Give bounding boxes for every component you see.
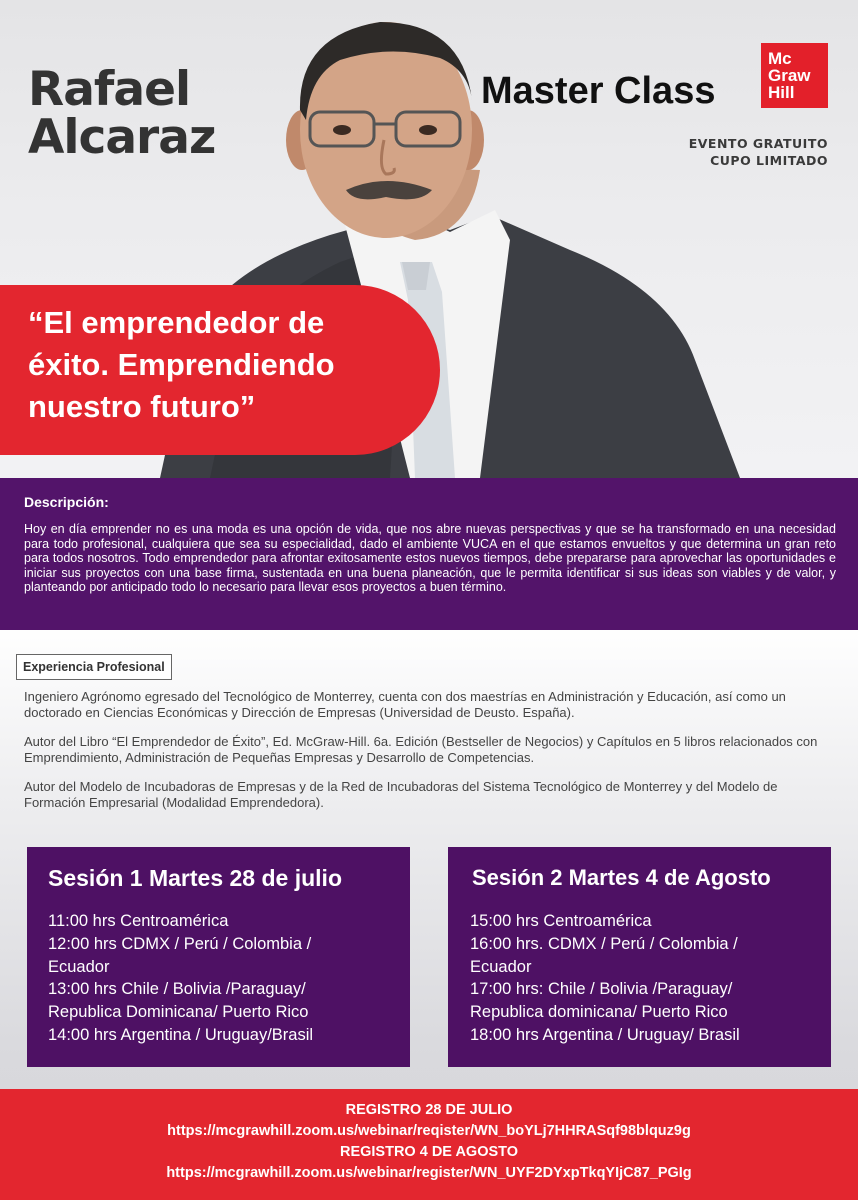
description-body: Hoy en día emprender no es una moda es una opción de vida, que nos abre nuevas perspectivas y que se ha transformado en una necesidad para todo profesional, cualquiera que sea su especialidad, dado el ambiente VUCA en el que estamos envueltos y que determina un gran reto para todos nosotros. Todo emprendedor para afrontar exitosamente estos nuevos tiempos, debe prepararse para aprovechar las oportunidades e iniciar sus proyectos con una base firma, sustentada en una buena planeación, que le permita identificar si sus ideas son viables y de valor, y planteando por anticipado todo lo necesario para llevar esos proyectos a buen término. [24, 522, 836, 595]
registration-footer [0, 1089, 858, 1200]
schedule-line: 17:00 hrs: Chile / Bolivia /Paraguay/ [470, 980, 733, 999]
quote-text [28, 302, 438, 428]
logo-line-1: Mc [768, 49, 792, 68]
description-heading: Descripción: [24, 494, 109, 510]
description-section [0, 478, 858, 630]
quote-line-1: “El emprendedor de [28, 305, 325, 340]
mcgraw-hill-logo [761, 43, 828, 108]
experience-paragraph: Ingeniero Agrónomo egresado del Tecnológico de Monterrey, cuenta con dos maestrías en Administración y Educación, así como un doctorado en Ciencias Económicas y Dirección de Empresas (Universidad de Deusto. España). [24, 689, 786, 720]
session-1-schedule [48, 910, 398, 1047]
schedule-line: Republica Dominicana/ Puerto Rico [48, 1003, 309, 1022]
event-info [689, 135, 828, 169]
event-free-label: EVENTO GRATUITO [688, 136, 828, 151]
quote-line-3: nuestro futuro” [28, 389, 256, 424]
logo-line-3: Hill [768, 83, 795, 102]
schedule-line: 13:00 hrs Chile / Bolivia /Paraguay/ [48, 980, 306, 999]
experience-body [24, 689, 838, 824]
registration-1-link[interactable]: https://mcgrawhill.zoom.us/webinar/reqister/WN_boYLj7HHRASqf98blquz9g [167, 1123, 691, 1139]
schedule-line: 12:00 hrs CDMX / Perú / Colombia / [48, 934, 312, 953]
hero-section [0, 0, 858, 478]
experience-paragraph: Autor del Modelo de Incubadoras de Empresas y de la Red de Incubadoras del Sistema Tecnológico de Monterrey y del Modelo de Formación Empresarial (Modalidad Emprendedora). [24, 779, 778, 810]
session-1-card [27, 847, 410, 1067]
session-2-title: Sesión 2 Martes 4 de Agosto [472, 865, 771, 890]
schedule-line: 11:00 hrs Centroamérica [48, 912, 229, 930]
session-2-card [448, 847, 831, 1067]
speaker-first-name: Rafael [28, 62, 191, 117]
event-limited-label: CUPO LIMITADO [710, 153, 828, 168]
registration-2-label: REGISTRO 4 DE AGOSTO [339, 1144, 519, 1160]
registration-1-label: REGISTRO 28 DE JULIO [345, 1102, 513, 1118]
schedule-line: 14:00 hrs Argentina / Uruguay/Brasil [48, 1025, 314, 1044]
event-title: Master Class [481, 70, 716, 112]
schedule-line: Ecuador [470, 957, 532, 976]
experience-heading: Experiencia Profesional [16, 654, 172, 680]
registration-2-link[interactable]: https://mcgrawhill.zoom.us/webinar/register/WN_UYF2DYxpTkqYIjC87_PGIg [166, 1165, 692, 1181]
schedule-line: 15:00 hrs Centroamérica [470, 912, 652, 930]
session-2-schedule [470, 910, 820, 1047]
logo-line-2: Graw [768, 66, 811, 85]
session-1-title: Sesión 1 Martes 28 de julio [48, 865, 342, 891]
schedule-line: 16:00 hrs. CDMX / Perú / Colombia / [470, 934, 738, 953]
speaker-name [28, 62, 216, 165]
experience-paragraph: Autor del Libro “El Emprendedor de Éxito”, Ed. McGraw-Hill. 6a. Edición (Bestseller de Negocios) y Capítulos en 5 libros relacionados con Emprendimiento, Administración de Pequeñas Empresas y Desarrollo de Competencias. [24, 734, 818, 765]
schedule-line: 18:00 hrs Argentina / Uruguay/ Brasil [470, 1025, 740, 1044]
schedule-line: Ecuador [48, 957, 110, 976]
quote-line-2: éxito. Emprendiendo [28, 347, 335, 382]
speaker-last-name: Alcaraz [28, 110, 216, 165]
schedule-line: Republica dominicana/ Puerto Rico [470, 1003, 728, 1022]
